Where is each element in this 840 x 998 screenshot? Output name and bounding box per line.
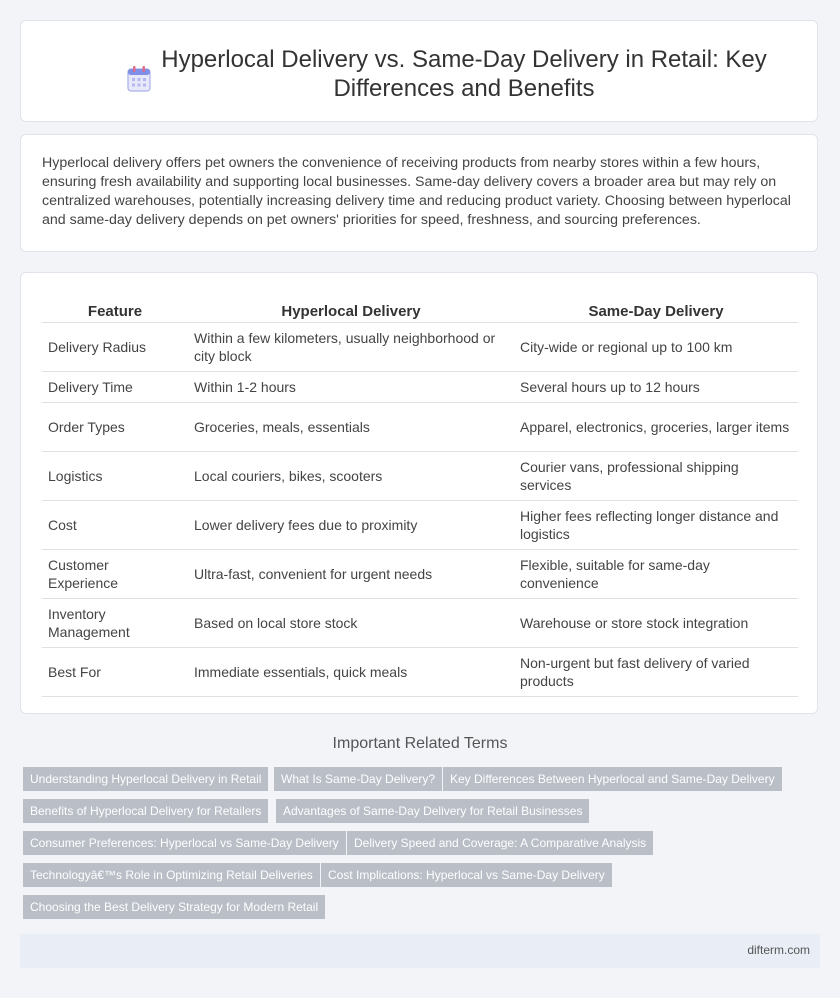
table-cell: Order Types	[42, 403, 188, 452]
table-row	[42, 372, 798, 403]
table-cell: Cost	[42, 501, 188, 550]
table-cell: City-wide or regional up to 100 km	[514, 323, 798, 372]
intro-paragraph: Hyperlocal delivery offers pet owners the convenience of receiving products from nearby stores within a few hours, ensuring fresh availability and supporting local businesses. Same-day delivery covers a broader area but may rely on centralized warehouses, potentially increasing delivery time and reducing product variety. Choosing between hyperlocal and same-day delivery depends on pet owners' priorities for speed, freshness, and sourcing preferences.	[42, 155, 791, 228]
related-term-tag[interactable]: Choosing the Best Delivery Strategy for Modern Retail	[23, 895, 325, 919]
table-cell: Based on local store stock	[188, 599, 514, 648]
comparison-table	[42, 293, 798, 697]
table-cell: Customer Experience	[42, 550, 188, 599]
table-row	[42, 501, 798, 550]
table-cell: Several hours up to 12 hours	[514, 372, 798, 403]
column-header-feature: Feature	[42, 293, 188, 323]
table-cell: Best For	[42, 648, 188, 697]
table-cell: Higher fees reflecting longer distance and logistics	[514, 501, 798, 550]
intro-card	[20, 134, 818, 252]
table-row	[42, 550, 798, 599]
table-row	[42, 452, 798, 501]
page-title: Hyperlocal Delivery vs. Same-Day Delivery in Retail: Key Differences and Benefits	[161, 46, 767, 102]
table-row	[42, 599, 798, 648]
table-cell: Delivery Time	[42, 372, 188, 403]
table-cell: Flexible, suitable for same-day convenience	[514, 550, 798, 599]
table-cell: Within a few kilometers, usually neighborhood or city block	[188, 323, 514, 372]
table-cell: Apparel, electronics, groceries, larger items	[514, 403, 798, 452]
table-cell: Courier vans, professional shipping services	[514, 452, 798, 501]
table-cell: Local couriers, bikes, scooters	[188, 452, 514, 501]
related-term-tag[interactable]: Delivery Speed and Coverage: A Comparative Analysis	[347, 831, 653, 855]
column-header-hyperlocal: Hyperlocal Delivery	[188, 293, 514, 323]
footer	[20, 934, 820, 968]
column-header-same-day: Same-Day Delivery	[514, 293, 798, 323]
comparison-table-card	[20, 272, 818, 714]
related-term-tag[interactable]: Key Differences Between Hyperlocal and Same-Day Delivery	[443, 767, 782, 791]
related-term-tag[interactable]: What Is Same-Day Delivery?	[274, 767, 442, 791]
related-term-tag[interactable]: Consumer Preferences: Hyperlocal vs Same-Day Delivery	[23, 831, 346, 855]
footer-site-link[interactable]: difterm.com	[747, 943, 810, 957]
table-cell: Immediate essentials, quick meals	[188, 648, 514, 697]
related-term-tag[interactable]: Cost Implications: Hyperlocal vs Same-Day Delivery	[321, 863, 612, 887]
related-term-tag[interactable]: Understanding Hyperlocal Delivery in Retail	[23, 767, 268, 791]
table-cell: Inventory Management	[42, 599, 188, 648]
table-cell: Lower delivery fees due to proximity	[188, 501, 514, 550]
table-row	[42, 403, 798, 452]
related-term-tag[interactable]: Advantages of Same-Day Delivery for Retail Businesses	[276, 799, 589, 823]
calendar-icon	[126, 65, 152, 93]
table-cell: Logistics	[42, 452, 188, 501]
table-cell: Delivery Radius	[42, 323, 188, 372]
table-header-row	[42, 293, 798, 323]
table-cell: Non-urgent but fast delivery of varied products	[514, 648, 798, 697]
table-row	[42, 323, 798, 372]
related-term-tag[interactable]: Technologyâ€™s Role in Optimizing Retail Deliveries	[23, 863, 320, 887]
related-terms-heading: Important Related Terms	[332, 735, 508, 752]
related-term-tag[interactable]: Benefits of Hyperlocal Delivery for Retailers	[23, 799, 268, 823]
table-cell: Ultra-fast, convenient for urgent needs	[188, 550, 514, 599]
table-cell: Warehouse or store stock integration	[514, 599, 798, 648]
table-cell: Within 1-2 hours	[188, 372, 514, 403]
table-row	[42, 648, 798, 697]
table-cell: Groceries, meals, essentials	[188, 403, 514, 452]
title-card	[20, 20, 818, 122]
